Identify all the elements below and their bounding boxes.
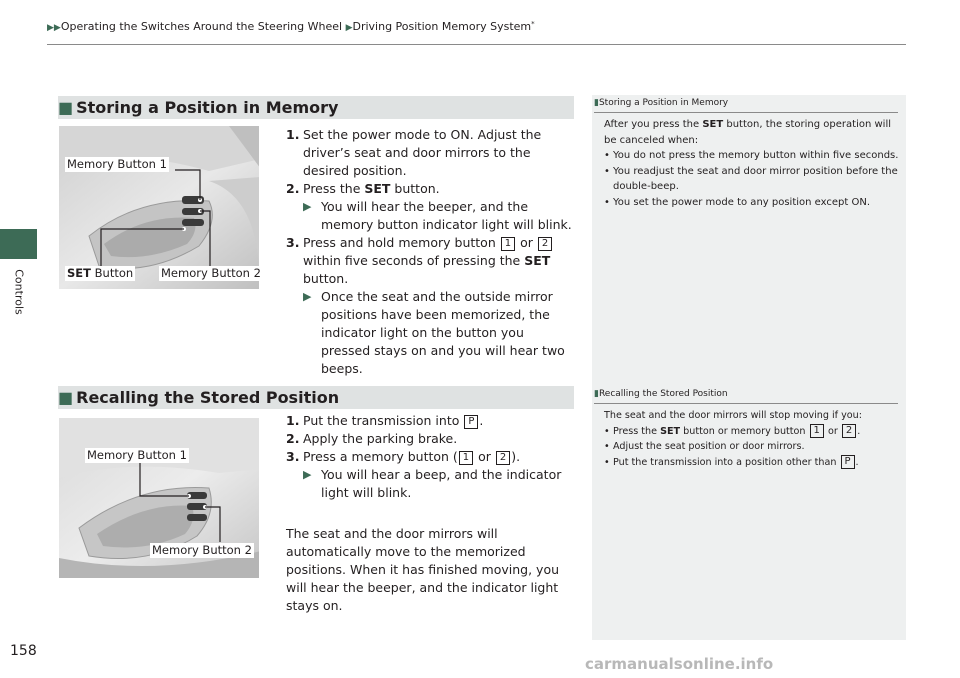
step: 3. Press a memory button ( 1 or 2 ). [286,449,521,464]
callout-memory-button-1: Memory Button 1 [87,448,187,462]
side-tab-marker [0,229,37,259]
arrow-right-icon: ▶ [303,468,312,481]
step: 1. Put the transmission into P . [286,413,484,428]
recall-description: The seat and the door mirrors will automatically move to the memorized positions. When it has finished moving, you will hear the beeper, and the indicator light stays on. [286,526,560,613]
side-tab-label: Controls [12,269,26,315]
note-bullet: • You readjust the seat and door mirror position before the double-beep. [604,164,900,195]
step: 1. Set the power mode to ON. Adjust the driver’s seat and door mirrors to the desired position. [286,127,542,178]
section-heading [58,96,574,119]
breadcrumb-item: Driving Position Memory System [352,20,532,33]
key-icon: 1 [810,424,824,438]
breadcrumb [47,20,535,33]
watermark: carmanualsonline.info [585,655,774,673]
key-icon: 1 [459,451,473,465]
callout-memory-button-2: Memory Button 2 [161,266,261,280]
note-title: ▮Recalling the Stored Position [594,389,728,399]
asterisk: * [531,20,535,28]
step-result: ▶ Once the seat and the outside mirror positions have been memorized, the indicator light on the button you pressed stays on and you will hear two beeps. [303,289,565,376]
step: 2. Apply the parking brake. [286,431,458,446]
storing-steps [286,126,576,378]
recalling-steps [286,412,576,502]
key-icon: 2 [496,451,510,465]
note-bullet: • Put the transmission into a position other than P . [604,455,900,471]
note-bullet: • Adjust the seat position or door mirrors. [604,439,900,455]
note-bullet: • You set the power mode to any position except ON. [604,195,900,211]
callout-set-button: SET Button [67,266,134,280]
chevron-right-icon: ▶ [345,23,353,33]
section-title: Recalling the Stored Position [76,388,340,407]
step-result: ▶ You will hear a beep, and the indicator light will blink. [303,467,562,500]
key-icon: 2 [538,237,552,251]
note-divider [594,403,898,404]
callout-memory-button-1: Memory Button 1 [67,157,167,171]
key-icon: 2 [842,424,856,438]
header-divider [47,44,906,45]
callout-memory-button-2: Memory Button 2 [152,543,252,557]
note-bullet: • You do not press the memory button within five seconds. [604,148,900,164]
arrow-right-icon: ▶ [303,290,312,303]
breadcrumb-item: Operating the Switches Around the Steering Wheel [60,20,343,33]
step: 3. Press and hold memory button 1 or 2 within five seconds of pressing the SET button. [286,235,551,286]
key-icon: 1 [501,237,515,251]
arrow-right-icon: ▶ [303,200,312,213]
key-icon: P [841,455,855,469]
chevron-right-icon: ▶▶ [47,23,61,33]
note-intro: The seat and the door mirrors will stop moving if you: [604,410,862,421]
section-heading [58,386,574,409]
step-result: ▶ You will hear the beeper, and the memory button indicator light will blink. [303,199,572,232]
note-marker-icon: ▮ [594,389,599,399]
square-bullet-icon: ■ [58,98,74,117]
note-body [604,117,900,211]
note-divider [594,112,898,113]
square-bullet-icon: ■ [58,388,74,407]
note-marker-icon: ▮ [594,98,599,108]
key-icon: P [464,415,478,429]
door-memory-buttons-figure [59,126,273,289]
door-memory-buttons-figure-2 [59,418,273,578]
note-bullet: • Press the SET button or memory button 1 or 2 . [604,424,900,440]
section-title: Storing a Position in Memory [76,98,339,117]
step: 2. Press the SET button. [286,181,440,196]
door-panel-illustration [59,126,273,289]
note-title: ▮Storing a Position in Memory [594,98,729,108]
page-number: 158 [10,643,37,659]
note-intro: After you press the SET button, the storing operation will be canceled when: [604,119,892,146]
note-body [604,408,900,470]
